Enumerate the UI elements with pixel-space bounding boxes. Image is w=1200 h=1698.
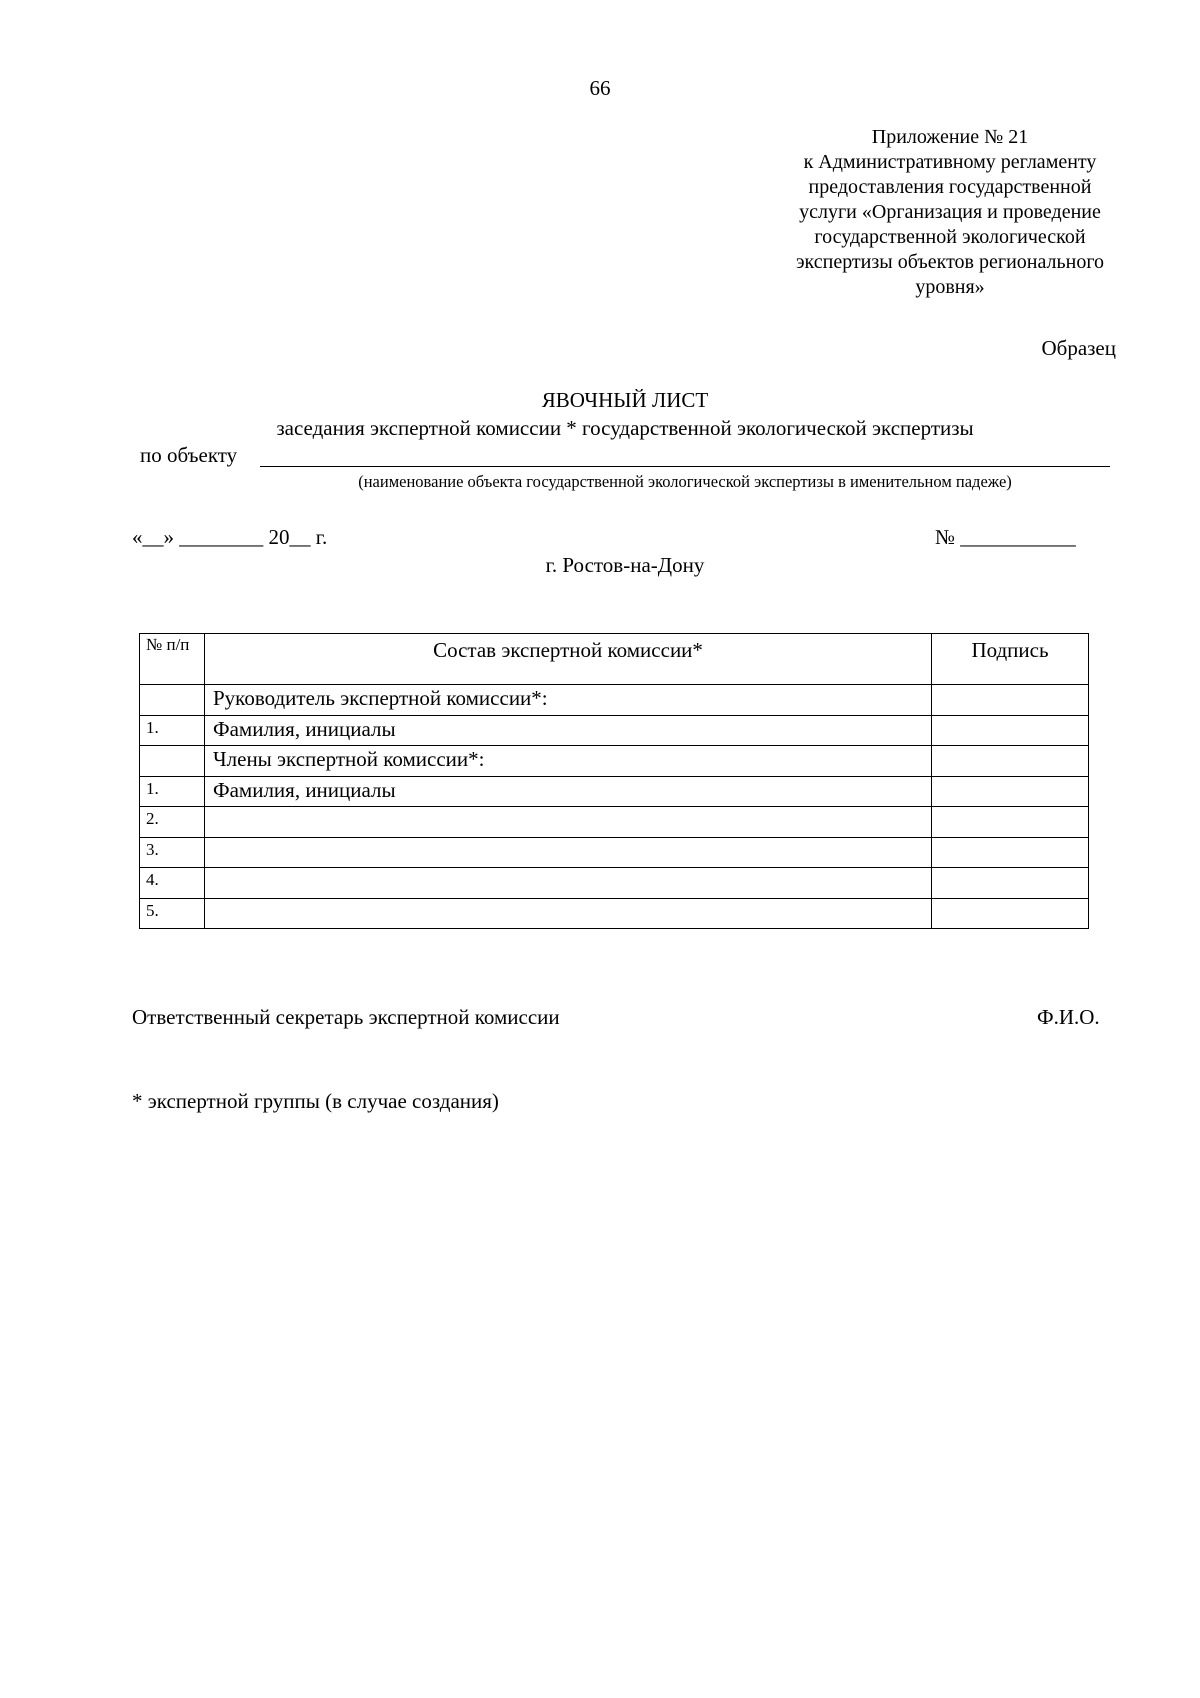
table-row — [140, 837, 1089, 868]
appendix-line: к Административному регламенту — [803, 151, 1097, 173]
document-title: ЯВОЧНЫЙ ЛИСТ — [541, 388, 709, 412]
row-sign — [932, 837, 1089, 868]
appendix-line: услуги «Организация и проведение — [799, 201, 1101, 223]
row-num: 1. — [140, 776, 205, 807]
row-sign — [932, 746, 1089, 777]
document-subtitle: заседания экспертной комиссии * государственной экологической экспертизы — [276, 416, 974, 440]
row-sign — [932, 685, 1089, 716]
row-name — [205, 868, 932, 899]
city: г. Ростов-на-Дону — [545, 553, 705, 577]
commission-table — [139, 633, 1089, 929]
object-fill-line — [260, 466, 1110, 467]
header-name: Состав экспертной комиссии* — [205, 634, 932, 685]
row-name: Фамилия, инициалы — [205, 715, 932, 746]
row-sign — [932, 898, 1089, 929]
date-line: «__» ________ 20__ г. — [132, 525, 328, 549]
row-sign — [932, 715, 1089, 746]
row-num: 3. — [140, 837, 205, 868]
appendix-line: государственной экологической — [814, 226, 1086, 248]
row-name: Фамилия, инициалы — [205, 776, 932, 807]
number-line: № ___________ — [935, 525, 1076, 549]
row-num: 2. — [140, 807, 205, 838]
appendix-line: Приложение № 21 — [871, 126, 1029, 148]
table-row — [140, 685, 1089, 716]
row-sign — [932, 776, 1089, 807]
appendix-line: уровня» — [915, 276, 985, 298]
table-row — [140, 746, 1089, 777]
row-num — [140, 746, 205, 777]
row-name — [205, 898, 932, 929]
sample-label: Образец — [1041, 336, 1116, 360]
row-num: 4. — [140, 868, 205, 899]
row-num: 5. — [140, 898, 205, 929]
row-num: 1. — [140, 715, 205, 746]
row-name: Руководитель экспертной комиссии*: — [205, 685, 932, 716]
header-sign: Подпись — [932, 634, 1089, 685]
table-row — [140, 776, 1089, 807]
row-num — [140, 685, 205, 716]
appendix-line: предоставления государственной — [808, 176, 1092, 198]
row-name — [205, 807, 932, 838]
object-label: по объекту — [140, 443, 238, 467]
row-name: Члены экспертной комиссии*: — [205, 746, 932, 777]
page-number: 66 — [589, 76, 611, 100]
table-row — [140, 868, 1089, 899]
table-header-row — [140, 634, 1089, 685]
table-row — [140, 898, 1089, 929]
appendix-reference — [740, 125, 1160, 300]
table-row — [140, 807, 1089, 838]
secretary-label: Ответственный секретарь экспертной комиссии — [132, 1005, 560, 1029]
row-name — [205, 837, 932, 868]
table-row — [140, 715, 1089, 746]
object-hint: (наименование объекта государственной экологической экспертизы в именительном падеже) — [358, 472, 1012, 491]
appendix-line: экспертизы объектов регионального — [795, 251, 1105, 273]
row-sign — [932, 807, 1089, 838]
header-num: № п/п — [140, 634, 205, 685]
footnote: * экспертной группы (в случае создания) — [132, 1089, 499, 1113]
row-sign — [932, 868, 1089, 899]
secretary-fio: Ф.И.О. — [1037, 1005, 1100, 1029]
